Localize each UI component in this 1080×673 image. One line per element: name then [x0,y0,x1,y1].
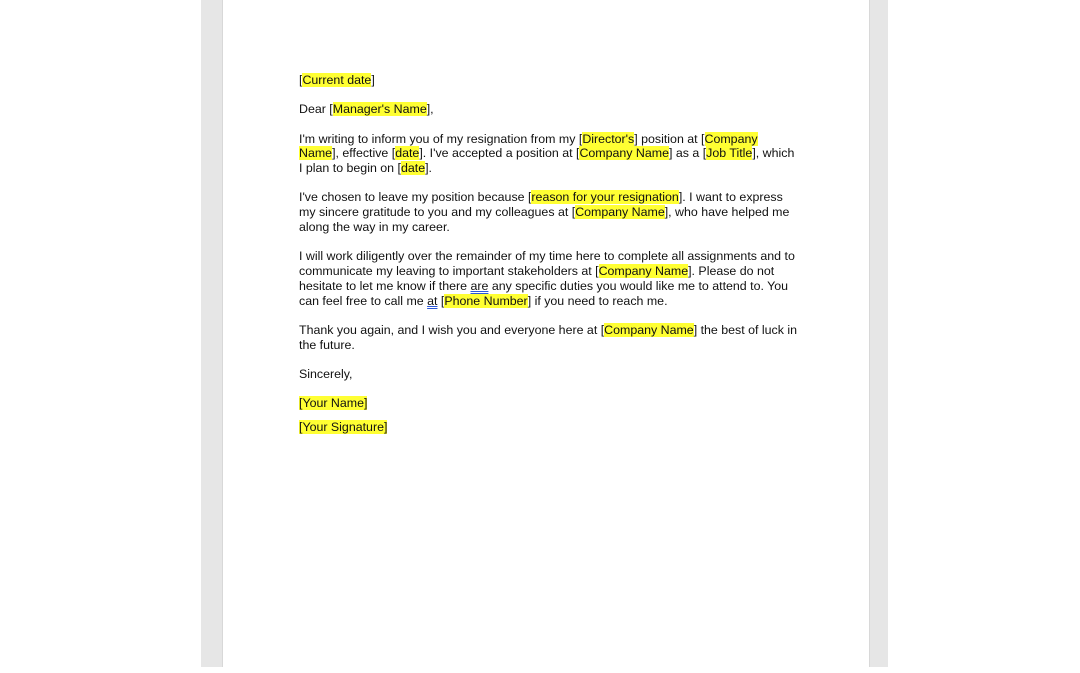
text-run: I'm writing to inform you of my resignation from my [ [299,131,583,146]
placeholder-your-name: [Your Name] [299,396,368,411]
grammar-flag[interactable]: are [470,278,489,293]
text-run: ]. I want to express my sincere gratitude to you and my colleagues at [ [299,190,783,220]
text-run: ] the best of luck in the future. [299,323,797,352]
placeholder-company-name: Company Name [598,264,689,279]
placeholder-phone-number: Phone Number [444,293,528,308]
text-run: ], which I plan to begin on [ [299,146,795,176]
your-name-line[interactable] [299,396,799,411]
date-line[interactable] [299,73,799,88]
document-page [222,0,870,667]
text-run: Thank you again, and I wish you and everyone here at [ [299,323,605,338]
text-run: [ [299,73,303,87]
placeholder-job-title: Job Title [706,146,753,161]
text-run: ] as a [ [668,146,707,161]
resignation-letter [299,73,799,450]
text-run: ] position at [ [634,131,705,146]
your-signature-line[interactable] [299,420,799,435]
text-run: I will work diligently over the remainder of my time here to complete all assignments and to communicate my leaving to important stakeholders at [ [299,249,795,279]
placeholder-position: Director's [582,131,635,146]
placeholder-current-date: Current date [302,73,372,87]
placeholder-company-name: Company Name [579,146,669,161]
placeholder-your-signature: [Your Signature] [299,420,388,435]
paragraph-2[interactable] [299,190,799,234]
placeholder-company-name: Company Name [604,323,694,338]
text-run: ]. Please do not hesitate to let me know if there [299,264,775,293]
placeholder-date: date [395,146,420,161]
paragraph-3[interactable] [299,249,799,308]
text-run: ], who have helped me along the way in my career. [299,205,790,235]
text-run: ] [371,73,375,87]
placeholder-date: date [400,161,426,176]
text-run: ]. I've accepted a position at [ [419,146,580,161]
document-workspace [201,0,888,667]
paragraph-1[interactable] [299,132,799,176]
text-run: ]. [425,161,432,176]
text-run: any specific duties you would like me to attend to. You can feel free to call me [299,278,789,308]
text-run: ], [426,102,434,117]
salutation[interactable] [299,102,799,117]
placeholder-company-name: Company Name [575,205,665,220]
text-run: ] if you need to reach me. [527,293,668,308]
placeholder-reason: reason for your resignation [531,190,679,205]
closing[interactable]: Sincerely, [299,367,353,382]
text-run: ], effective [ [332,146,396,161]
text-run: I've chosen to leave my position because [ [299,190,532,205]
placeholder-company-name: Company Name [299,131,758,161]
grammar-flag[interactable]: at [427,293,438,308]
paragraph-4[interactable] [299,323,799,353]
text-run: [ [437,293,445,308]
text-run: Dear [ [299,102,333,117]
placeholder-manager-name: Manager's Name [332,102,427,117]
